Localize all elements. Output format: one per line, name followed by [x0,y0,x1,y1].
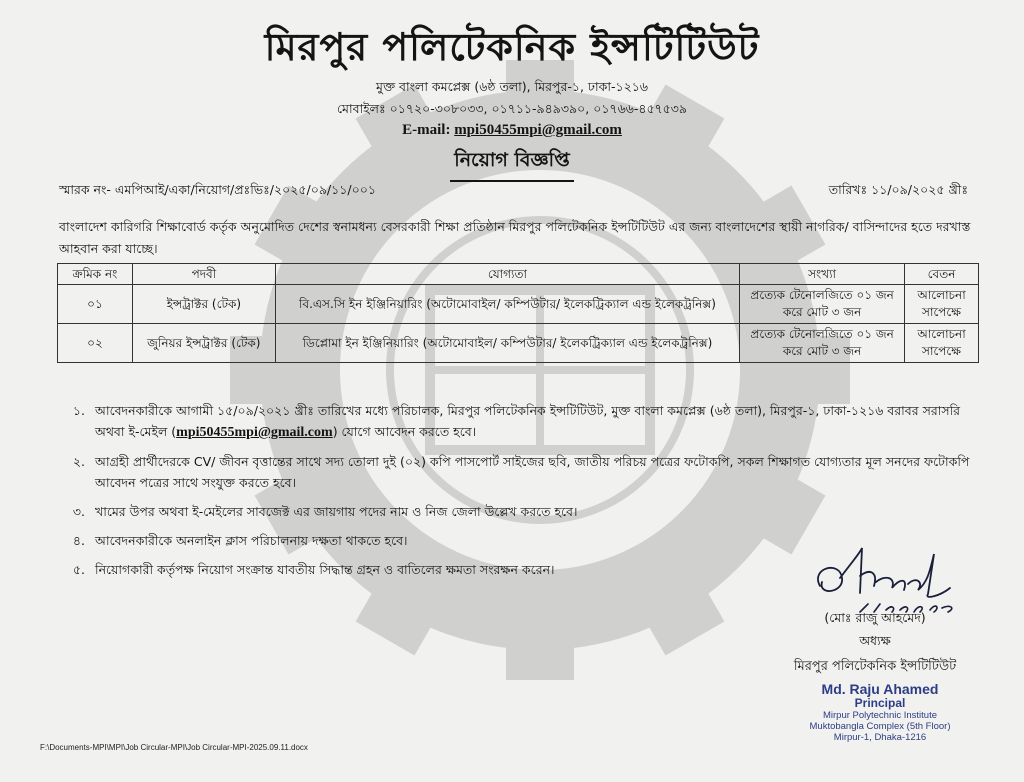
table-header-row [58,264,979,285]
stamp-institute: Mirpur Polytechnic Institute [822,710,938,721]
condition-number: ১. [72,403,85,418]
condition-email-link[interactable]: mpi50455mpi@gmail.com [176,425,333,440]
cell-salary: আলোচনা সাপেক্ষে [905,285,979,324]
stamp-address-line2: Mirpur-1, Dhaka-1216 [833,732,927,743]
table-row [58,324,979,363]
notice-intro: বাংলাদেশ কারিগরি শিক্ষাবোর্ড কর্তৃক অনুমোদিত দেশের স্বনামধন্য বেসরকারী শিক্ষা প্রতিষ্ঠান মিরপুর পলিটেকনিক ইন্সটিটিউট এর জন্য বাংলাদেশের স্থায়ী নাগরিক/ বাসিন্দাদের হতে দরখাস্ত আহবান করা যাচ্ছে। [59,219,971,256]
list-item [59,451,989,493]
cell-post: ইন্সট্রাক্টর (টেক) [132,285,275,324]
cell-qualification: ডিপ্লোমা ইন ইঞ্জিনিয়ারিং (অটোমোবাইল/ কম্পিউটার/ ইলেকট্রিক্যাল এন্ড ইলেকট্রনিক্স) [275,324,739,363]
header-serial: ক্রমিক নং [58,264,133,285]
header-count: সংখ্যা [740,264,905,285]
stamp-title: Principal [854,696,906,710]
condition-text-end: ) যোগে আবেদন করতে হবে। [332,424,477,439]
condition-number: ৪. [72,533,85,548]
cell-serial: ০২ [58,324,133,363]
cell-salary: আলোচনা সাপেক্ষে [905,324,979,363]
memo-number: স্মারক নং- এমপিআই/একা/নিয়োগ/প্রঃভিঃ/২০২৫/০৯/১১/০০১ [59,182,376,197]
table-row [58,285,979,324]
list-item [59,501,989,522]
vacancy-table [57,263,979,363]
condition-text: নিয়োগকারী কর্তৃপক্ষ নিয়োগ সংক্রান্ত যাবতীয় সিদ্ধান্ত গ্রহন ও বাতিলের ক্ষমতা সংরক্ষন করেন। [95,562,555,577]
header-qualification: যোগ্যতা [275,264,739,285]
cell-qualification: বি.এস.সি ইন ইঞ্জিনিয়ারিং (অটোমোবাইল/ কম্পিউটার/ ইলেকট্রিক্যাল এন্ড ইলেকট্রনিক্স) [275,285,739,324]
cell-count: প্রত্যেক টেনোলজিতে ০১ জন করে মোট ৩ জন [740,324,905,363]
condition-number: ৫. [72,562,85,577]
condition-number: ৩. [72,504,85,519]
cell-serial: ০১ [58,285,133,324]
cell-count: প্রত্যেক টেনোলজিতে ০১ জন করে মোট ৩ জন [740,285,905,324]
document-file-path: F:\Documents-MPI\MPI\Job Circular-MPI\Job Circular-MPI-2025.09.11.docx [40,743,308,752]
institute-address: মুক্ত বাংলা কমপ্লেক্স (৬ষ্ঠ তলা), মিরপুর-১, ঢাকা-১২১৬ [376,79,648,94]
condition-text: আবেদনকারীকে অনলাইন ক্লাস পরিচালনায় দক্ষতা থাকতে হবে। [95,533,408,548]
stamp-address-line1: Muktobangla Complex (5th Floor) [809,721,951,732]
header-email [0,122,1024,139]
signatory-designation: অধ্যক্ষ [859,633,891,648]
notice-title-text: নিয়োগ বিজ্ঞপ্তি [450,146,573,182]
institute-name: মিরপুর পলিটেকনিক ইন্সটিটিউট [264,24,760,69]
header-post: পদবী [132,264,275,285]
notice-date: তারিখঃ ১১/০৯/২০২৫ খ্রীঃ [828,182,968,197]
mobile-numbers: মোবাইলঃ ০১৭২০-৩০৮০৩৩, ০১৭১১-৯৪৯৩৯০, ০১৭৬৬-৪৫৭৫৩৯ [336,101,688,116]
handwritten-signature [800,538,970,618]
condition-text: খামের উপর অথবা ই-মেইলের সাবজেক্ট এর জায়গায় পদের নাম ও নিজ জেলা উল্লেখ করতে হবে। [95,504,578,519]
notice-title [0,146,1024,182]
condition-text [95,400,989,443]
list-item [59,400,989,443]
signatory-name: (মোঃ রাজু আহমেদ) [824,610,926,625]
condition-text-part: আবেদনকারীকে আগামী ১৫/০৯/২০২১ খ্রীঃ তারিখের মধ্যে পরিচালক, মিরপুর পলিটেকনিক ইন্সটিটিউট, মুক্ত বাংলা কমপ্লেক্স (৬ষ্ঠ তলা), মিরপুর-১, ঢাকা-১২১৬ বরাবর সরাসরি অথবা ই-মেইল ( [95,403,961,439]
email-address[interactable]: mpi50455mpi@gmail.com [454,122,622,138]
header-salary: বেতন [905,264,979,285]
stamp-name: Md. Raju Ahamed [821,681,939,697]
signatory-institute: মিরপুর পলিটেকনিক ইন্সটিটিউট [793,659,957,674]
condition-number: ২. [72,454,85,469]
principal-stamp [770,681,990,743]
cell-post: জুনিয়র ইন্সট্রাক্টর (টেক) [132,324,275,363]
condition-text: আগ্রহী প্রার্থীদেরকে CV/ জীবন বৃত্তান্তের সাথে সদ্য তোলা দুই (০২) কপি পাসপোর্ট সাইজের ছবি, জাতীয় পরিচয় পত্রের ফটোকপি, সকল শিক্ষাগত যোগ্যতার মূল সনদের ফটোকপি আবেদন পত্রের সাথে সংযুক্ত করতে হবে। [95,454,970,490]
email-label: E-mail: [402,122,451,138]
